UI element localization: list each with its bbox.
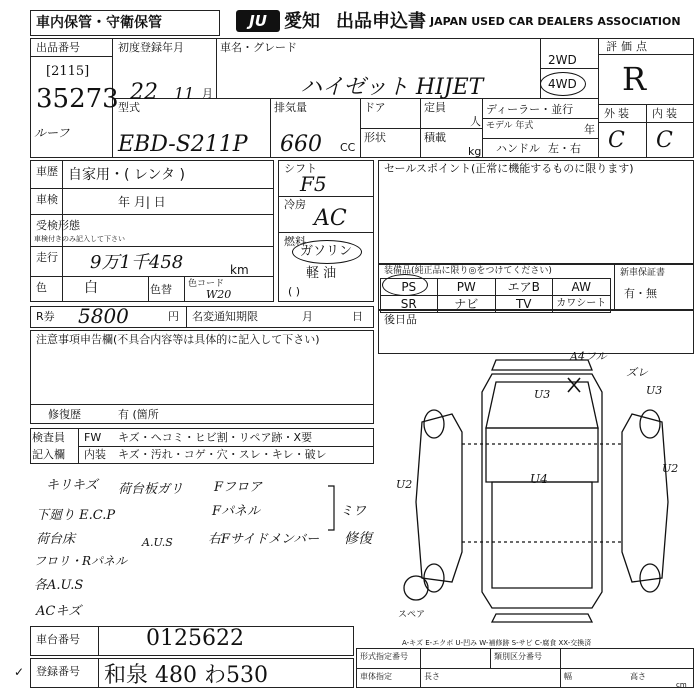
org-name: 愛知 [284, 11, 320, 32]
cc-unit: CC [340, 141, 356, 154]
lot-sub-number: [2115] [46, 64, 90, 79]
exterior-label: 外装 [604, 107, 632, 120]
km-unit: km [230, 263, 249, 277]
hw-note-7: 荷台床 [36, 532, 76, 547]
ju-logo [236, 10, 280, 32]
mileage-value: 9万1千458 [90, 252, 184, 273]
chassis-value: 0125622 [146, 626, 244, 651]
notes-label: 注意事項申告欄(不具合内容等は具体的に記入して下さい) [36, 333, 320, 346]
color-label: 色 [36, 281, 47, 294]
eval-label: 評価点 [606, 40, 651, 53]
history-label: 車歴 [36, 165, 58, 178]
warranty-note: 車検付きのみ記入して下さい [34, 235, 125, 243]
diag-a4: A4フル [570, 350, 607, 363]
sales-point-box [378, 160, 694, 264]
fuel-alt: 軽 油 [306, 266, 337, 281]
inspector-row1-items: キズ・ヘコミ・ヒビ割・リペア跡・X要 [118, 431, 313, 444]
length-label: 長さ [424, 672, 440, 681]
name-change-month: 月 [302, 310, 313, 323]
drive-4wd: 4WD [548, 77, 577, 91]
capacity-spec-label: 車体指定 [360, 672, 392, 681]
color-value: 白 [84, 280, 98, 296]
plate-value: 和泉 480 わ530 [104, 663, 268, 688]
hw-note-2: 荷台板ガリ [118, 482, 184, 497]
inspection-label: 車検 [36, 193, 58, 206]
displacement-value: 660 [280, 132, 322, 157]
first-reg-label: 初度登録年月 [118, 41, 184, 54]
form-title: 出品申込書 [336, 11, 426, 32]
after-sale-box [378, 310, 694, 354]
month-unit: 月 [202, 87, 213, 100]
hw-note-13: ACキズ [36, 604, 82, 619]
hw-note-3: Fフロア [214, 480, 263, 495]
diag-u2a: U2 [396, 478, 413, 491]
inspection-value: 年 月| 日 [118, 195, 166, 209]
shape-label: 形状 [364, 131, 386, 144]
lot-note: ルーフ [34, 126, 70, 140]
logo-text: JU [249, 12, 267, 30]
equip-sr: SR [380, 295, 439, 313]
shift-label: シフト [284, 162, 317, 175]
color-code-value: W20 [206, 288, 232, 301]
handle-label: ハンドル [496, 142, 540, 155]
inspector-label2: 記入欄 [32, 448, 65, 461]
load-unit: kg [468, 145, 482, 158]
diag-u3b: U3 [646, 384, 663, 397]
cm-unit: cm [676, 681, 687, 689]
damage-legend: A-キズ E-エクボ U-凹み W-補修跡 S-サビ C-腐食 XX-交換済 [402, 639, 592, 647]
category-label: 類別区分番号 [494, 652, 542, 661]
width-label: 幅 [564, 672, 572, 681]
name-change-day: 日 [352, 310, 363, 323]
after-sale-label: 後日品 [384, 313, 417, 326]
equip-leather: カワシート [552, 295, 611, 313]
doors-label: ドア [364, 101, 386, 114]
sales-point-label: セールスポイント(正常に機能するものに限ります) [384, 162, 634, 175]
first-reg-month: 11 [174, 84, 195, 103]
hw-note-11: フロリ・Rパネル [34, 554, 128, 568]
model-label: 型式 [118, 101, 140, 114]
inspector-row2-items: キズ・汚れ・コゲ・穴・スレ・キレ・破レ [118, 448, 327, 461]
model-designation-label: 形式指定番号 [360, 652, 408, 661]
hw-note-1: キリキズ [46, 478, 98, 493]
check-mark: ✓ [14, 665, 25, 679]
chassis-label: 車台番号 [36, 633, 80, 646]
equip-tv: TV [495, 295, 554, 313]
ac-label: 冷房 [284, 198, 306, 211]
ps-circle [382, 274, 428, 296]
height-label: 高さ [630, 672, 646, 681]
lot-number: 35273 [36, 84, 119, 114]
fuel-label: 燃料 [284, 235, 306, 248]
diag-zure: ズレ [626, 366, 648, 379]
interior-label: 内装 [652, 107, 680, 120]
equip-aw: AW [552, 278, 611, 296]
equipment-label: 装備品(純正品に限り◎をつけてください) [384, 266, 552, 276]
color-swap-label: 色替 [150, 283, 172, 296]
storage-title: 車内保管・守衛保管 [36, 15, 162, 31]
price-unit: 円 [168, 310, 179, 323]
hw-note-6: ミワ [340, 504, 367, 519]
dealer-label: ディーラー・並行 [486, 103, 574, 116]
year-unit: 年 [584, 123, 595, 136]
fuel-paren: ( ) [288, 285, 301, 298]
capacity-label: 定員 [424, 101, 446, 114]
plate-label: 登録番号 [36, 665, 80, 678]
history-value: 自家用・( レンタ ) [68, 167, 185, 183]
name-label: 車名・グレード [220, 41, 297, 54]
load-label: 積載 [424, 131, 446, 144]
color-code-label: 色コード [188, 279, 225, 289]
spare-label: スペア [398, 610, 426, 620]
displacement-label: 排気量 [274, 101, 307, 114]
equip-ps: PS [380, 278, 439, 296]
repair-label: 修復歴 [48, 408, 81, 421]
fuel-value: ガソリン [300, 244, 353, 259]
hw-note-10: 修復 [344, 531, 372, 547]
first-reg-year: 22 [130, 80, 158, 105]
exterior-value: C [608, 128, 625, 153]
equip-pw: PW [437, 278, 496, 296]
car-name: ハイゼット HIJET [300, 75, 484, 100]
drive-4wd-circle [540, 72, 586, 96]
warranty-label: 受検形態 [36, 219, 80, 232]
inspector-row1-cat: FW [84, 431, 102, 444]
price-label: R券 [36, 310, 55, 323]
warranty-card-options: 有・無 [624, 287, 657, 300]
warranty-card-label: 新車保証書 [620, 268, 666, 278]
model-year-label: モデル 年式 [486, 121, 534, 131]
note-brace [320, 484, 360, 534]
diag-u4: U4 [530, 472, 548, 486]
lot-label: 出品番号 [36, 41, 80, 54]
english-title: JAPAN USED CAR DEALERS ASSOCIATION [430, 15, 681, 28]
hw-note-4: 下廻り E.C.P [36, 508, 116, 523]
fuel-circle [292, 240, 362, 264]
handle-options: 左・右 [548, 142, 581, 155]
model-value: EBD-S211P [118, 132, 248, 157]
diag-u3a: U3 [534, 388, 551, 401]
ac-value: AC [314, 206, 347, 231]
inspector-row2-cat: 内装 [84, 448, 106, 461]
capacity-unit: 人 [470, 115, 481, 128]
drive-2wd: 2WD [548, 53, 577, 67]
repair-value: 有 (箇所 [118, 408, 159, 421]
hw-note-9: 右Fサイドメンバー [208, 532, 320, 547]
hw-note-8: A.U.S [142, 536, 173, 549]
price-value: 5800 [78, 304, 129, 328]
eval-score: R [622, 60, 647, 98]
inspector-label1: 検査員 [32, 431, 65, 444]
equip-airbag: エアB [495, 278, 554, 296]
name-change-label: 名変通知期限 [192, 310, 258, 323]
shift-value: F5 [300, 172, 327, 196]
diag-u2b: U2 [662, 462, 679, 475]
hw-note-12: 各A.U.S [34, 578, 84, 593]
mileage-label: 走行 [36, 251, 58, 264]
interior-value: C [656, 128, 673, 153]
equip-navi: ナビ [437, 295, 496, 313]
hw-note-5: Fパネル [212, 504, 261, 519]
